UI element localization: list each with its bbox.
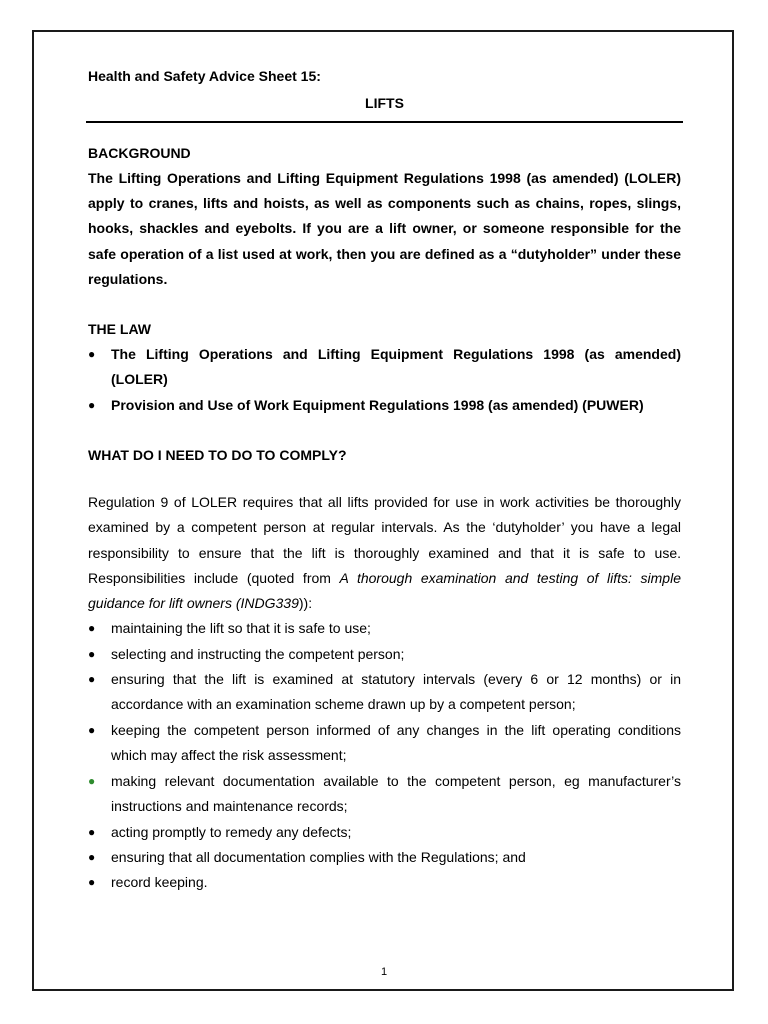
sheet-title: Health and Safety Advice Sheet 15: (88, 68, 321, 84)
bullet-icon: ● (88, 672, 96, 687)
bullet-icon: ● (88, 722, 96, 737)
duty-item-text: making relevant documentation available to the competent person, eg manufacturer’s instructions and maintenance records; (111, 772, 681, 815)
law-item (88, 393, 681, 418)
comply-intro-end: )): (298, 595, 313, 612)
duty-item (88, 769, 681, 820)
duty-item (88, 667, 681, 718)
duty-item-text: selecting and instructing the competent person; (111, 645, 405, 662)
law-heading: THE LAW (88, 321, 151, 338)
bullet-icon: ● (88, 397, 96, 412)
bullet-icon: ● (88, 621, 96, 636)
duties-list (88, 616, 681, 895)
bullet-icon: ● (88, 875, 96, 890)
duty-item (88, 820, 681, 845)
law-item (88, 342, 681, 393)
document-body (88, 66, 681, 896)
title-divider (86, 121, 683, 123)
duty-item-text: acting promptly to remedy any defects; (111, 823, 352, 840)
duty-item-text: ensuring that all documentation complies with the Regulations; and (111, 848, 526, 865)
duty-item (88, 870, 681, 895)
page-number: 1 (380, 966, 388, 978)
comply-heading: WHAT DO I NEED TO DO TO COMPLY? (88, 447, 347, 464)
background-text: The Lifting Operations and Lifting Equipment Regulations 1998 (as amended) (LOLER) apply to cranes, lifts and hoists, as well as components such as chains, ropes, slings, hooks, shackles and eyebolts. If you are a lift owner, or someone responsible for the safe operation of a list used at work, then you are defined as a “dutyholder” under these regulations. (88, 170, 681, 287)
duty-item (88, 718, 681, 769)
comply-intro-text: Regulation 9 of LOLER requires that all lifts provided for use in work activities be thoroughly examined by a competent person at regular intervals. As the ‘dutyholder’ you have a legal responsibility to ensure that the lift is thoroughly examined and that it is safe to use. Responsibilities include (quoted from (88, 494, 681, 586)
source-title: A thorough examination and testing of lifts: simple guidance for lift owners (INDG339 (88, 569, 681, 612)
law-item-text: The Lifting Operations and Lifting Equipment Regulations 1998 (as amended) (LOLER) (111, 346, 681, 388)
bullet-icon: ● (88, 646, 96, 661)
duty-item-text: ensuring that the lift is examined at statutory intervals (every 6 or 12 months) or in accordance with an examination scheme drawn up by a competent person; (111, 671, 681, 713)
law-list (88, 342, 681, 418)
duty-item-text: record keeping. (111, 874, 208, 891)
duty-item (88, 845, 681, 870)
sheet-subtitle: LIFTS (365, 95, 404, 111)
duty-item (88, 642, 681, 667)
green-bullet-icon: ● (88, 773, 96, 788)
duty-item (88, 616, 681, 641)
duty-item-text: keeping the competent person informed of any changes in the lift operating conditions which may affect the risk assessment; (111, 721, 681, 764)
bullet-icon: ● (88, 849, 96, 864)
comply-intro (88, 490, 681, 616)
duty-item-text: maintaining the lift so that it is safe to use; (111, 620, 371, 637)
bullet-icon: ● (88, 347, 96, 362)
bullet-icon: ● (88, 824, 96, 839)
background-heading: BACKGROUND (88, 145, 191, 161)
law-item-text: Provision and Use of Work Equipment Regulations 1998 (as amended) (PUWER) (111, 396, 644, 413)
